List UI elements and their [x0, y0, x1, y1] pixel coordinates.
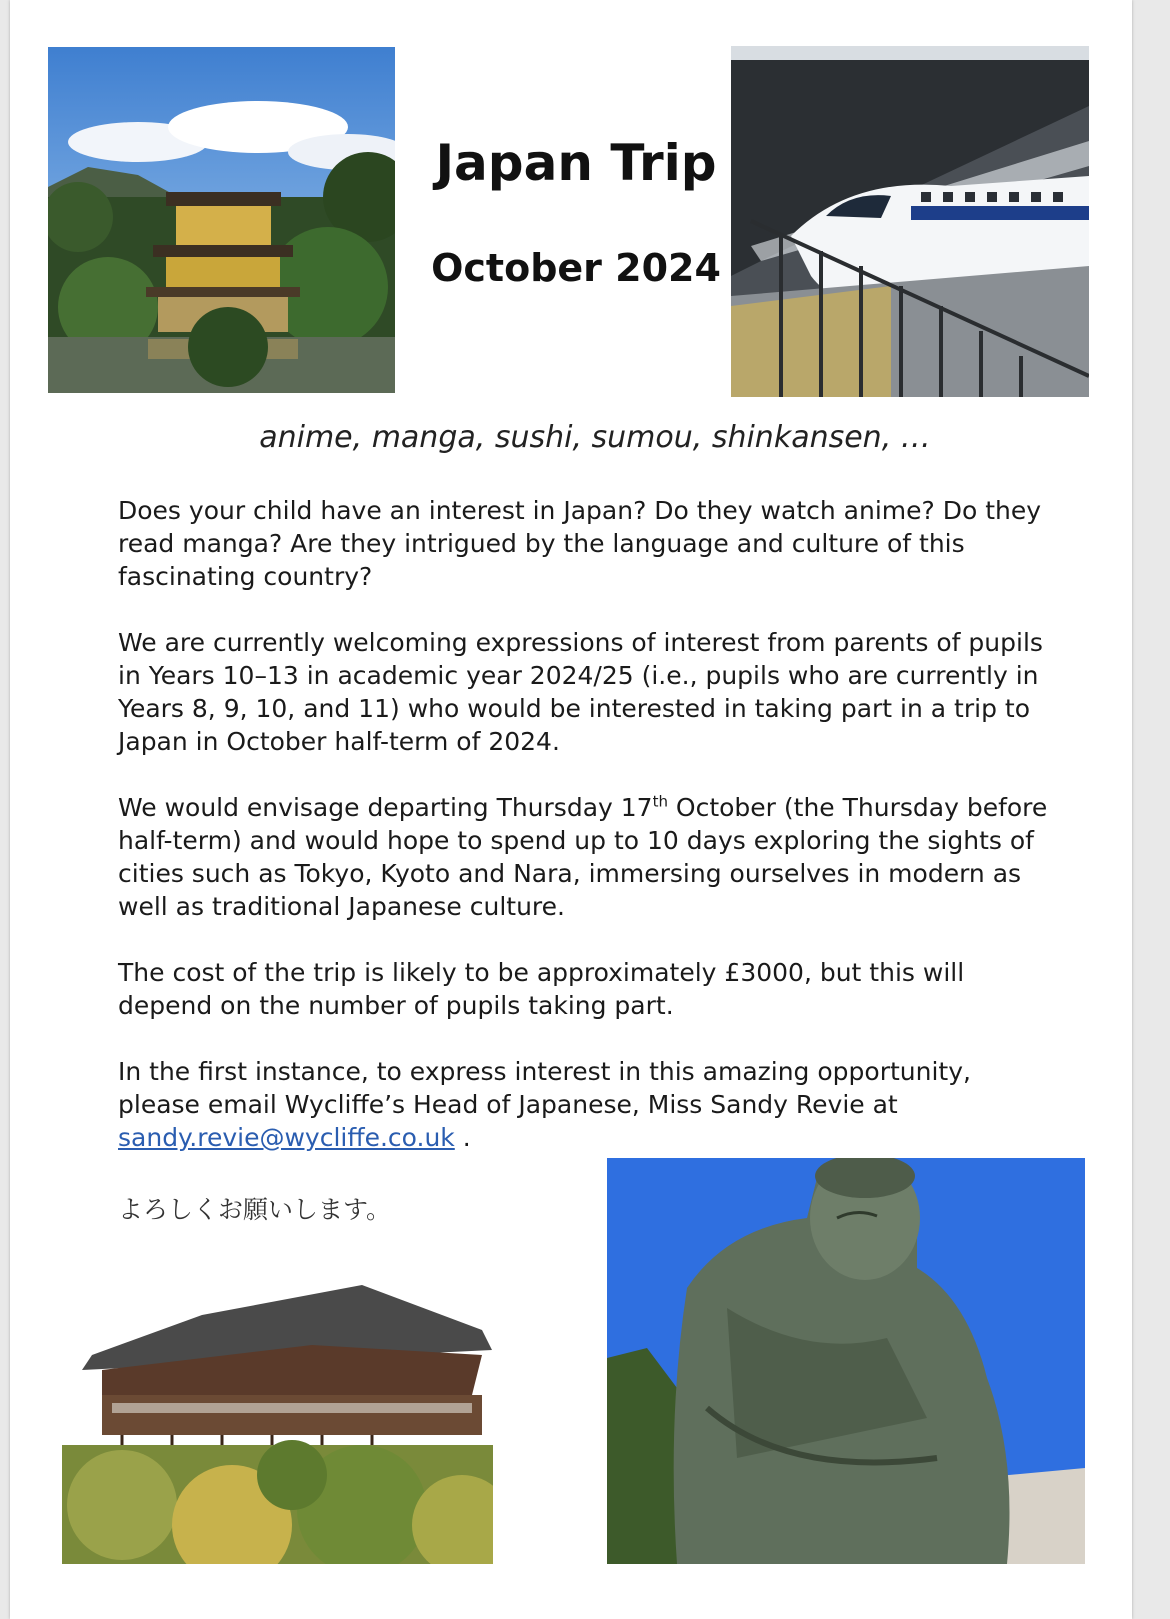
page-title: Japan Trip [435, 134, 717, 192]
paragraph-interest: Does your child have an interest in Japan? Do they watch anime? Do they read manga? Are they intrigued by the language and culture of this fascinating country? [118, 496, 1042, 591]
shinkansen-photo [731, 46, 1089, 397]
body-text [118, 494, 1058, 1187]
paragraph-itinerary [118, 791, 1058, 923]
itinerary-text-start: We would envisage departing Thursday 17 [118, 793, 653, 822]
paragraph-contact [118, 1055, 1058, 1154]
contact-text: In the first instance, to express interest in this amazing opportunity, please email Wycliffe’s Head of Japanese, Miss Sandy Revie at [118, 1057, 971, 1119]
japanese-closing: よろしくお願いします。 [118, 1195, 392, 1224]
trip-date: October 2024 [431, 246, 721, 290]
itinerary-text-end: October (the Thursday before half-term) and would hope to spend up to 10 days exploring the sights of cities such as Tokyo, Kyoto and Nara, immersing ourselves in modern as well as traditional Japanese culture. [118, 793, 1048, 921]
paragraph-cost: The cost of the trip is likely to be approximately £3000, but this will depend on the number of pupils taking part. [118, 958, 965, 1020]
tagline: anime, manga, sushi, sumou, shinkansen, … [259, 420, 931, 455]
temple-photo [62, 1275, 493, 1564]
golden-pavilion-photo [48, 47, 395, 393]
contact-text-end: . [454, 1123, 471, 1152]
flyer-page [10, 0, 1132, 1619]
paragraph-expressions: We are currently welcoming expressions of interest from parents of pupils in Years 10–13 in academic year 2024/25 (i.e., pupils who are currently in Years 8, 9, 10, and 11) who would be interested in taking part in a trip to Japan in October half-term of 2024. [118, 628, 1043, 756]
contact-email-link[interactable]: sandy.revie@wycliffe.co.uk [118, 1123, 455, 1152]
great-buddha-photo [607, 1158, 1085, 1564]
ordinal-suffix: th [652, 792, 668, 811]
